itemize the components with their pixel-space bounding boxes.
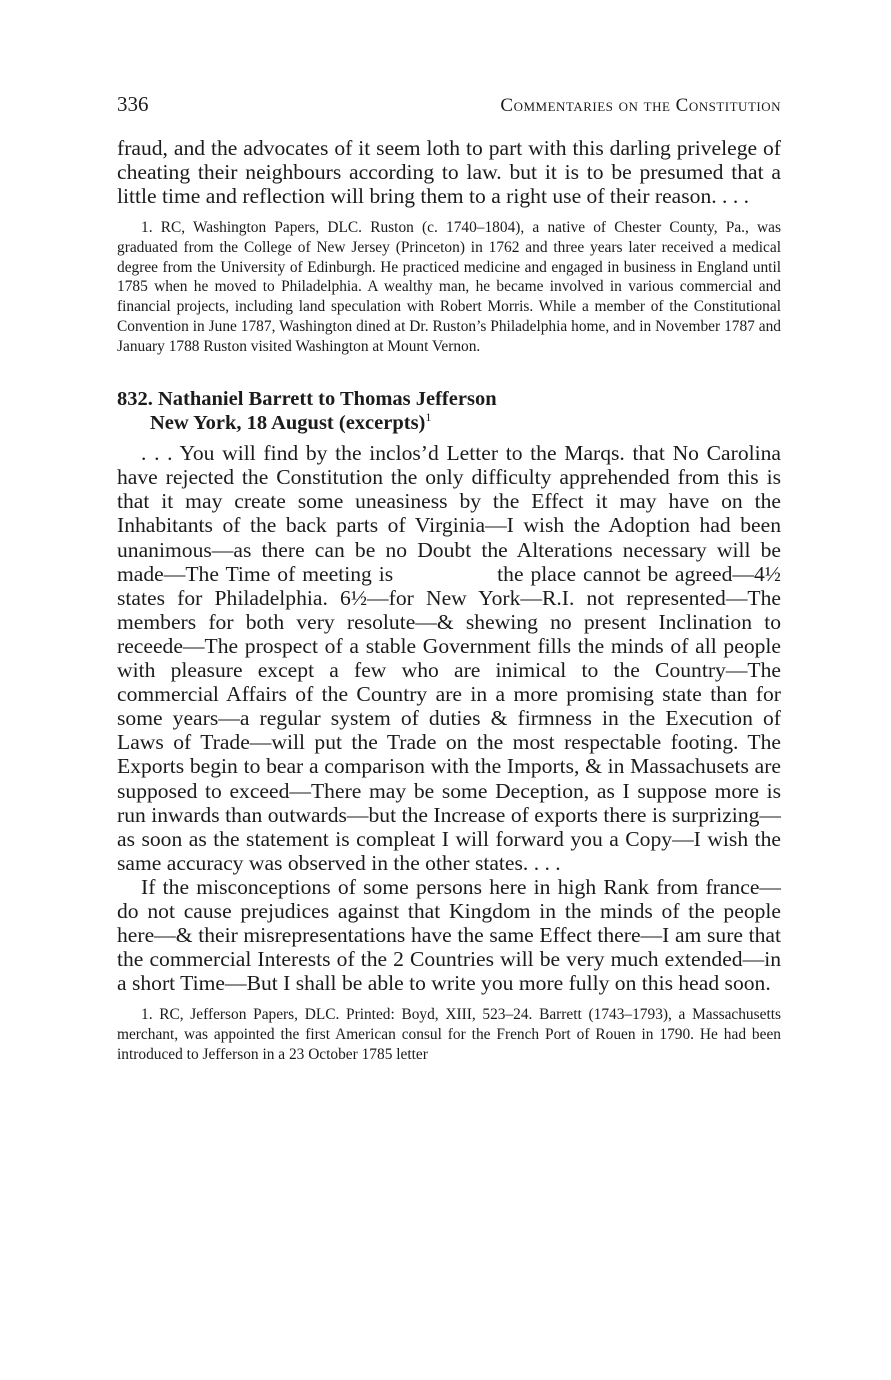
letter-paragraph-1-part-b: the place cannot be agreed—4½ states for Philadelphia. 6½—for New York—R.I. not represented—The members for both very resolute—& shewing no present Inclination to receede—The prospect of a stable Government fills the minds of all people with pleasure except a few who are inimical to the Country—The commercial Affairs of the Country are in a more promising state than for some years—a regular system of duties & firmness in the Execution of Laws of Trade—will put the Trade on the most respectable footing. The Exports begin to bear a comparison with the Imports, & in Massachusets are supposed to exceed—There may be some Deception, as I suppose more is run inwards than outwards—but the Increase of exports there is surprizing—as soon as the statement is compleat I will forward you a Copy—I wish the same accuracy was observed in the other states. . . . <box>117 561 782 875</box>
document-heading-dateline <box>117 411 781 435</box>
running-head-title: Commentaries on the Constitution <box>500 95 781 116</box>
footnote-marker: 1 <box>425 410 432 425</box>
footnote-barrett: 1. RC, Jefferson Papers, DLC. Printed: Boyd, XIII, 523–24. Barrett (1743–1793), a Massachusetts merchant, was appointed the first American consul for the French Port of Rouen in 1790. He had been introduced to Jefferson in a 23 October 1785 letter <box>117 1006 781 1063</box>
letter-paragraph-1 <box>117 441 781 875</box>
letter-paragraph-1-part-a: . . . You will find by the inclos’d Letter to the Marqs. that No Carolina have rejected the Constitution the only difficulty apprehended from this is that it may create some uneasiness by the Effect it may have on the Inhabitants of the back parts of Virginia—I wish the Adoption had been unanimous—as there can be no Doubt the Alterations necessary will be made—The Time of meeting is <box>117 441 781 586</box>
document-heading-place-date: New York, 18 August (excerpts) <box>150 412 426 435</box>
page-content <box>117 92 781 1064</box>
document-heading <box>117 387 781 435</box>
continuation-paragraph: fraud, and the advocates of it seem loth to part with this darling privelege of cheating their neighbours according to law. but it is to be presumed that a little time and reflection will bring them to a right use of their reason. . . . <box>117 136 781 209</box>
footnote-ruston: 1. RC, Washington Papers, DLC. Ruston (c. 1740–1804), a native of Chester County, Pa., was graduated from the College of New Jersey (Princeton) in 1762 and three years later received a medical degree from the University of Edinburgh. He practiced medicine and engaged in business in England until 1785 when he moved to Philadelphia. A wealthy man, he became involved in various commercial and financial projects, including land speculation with Robert Morris. While a member of the Constitutional Convention in June 1787, Washington dined at Dr. Ruston’s Philadelphia home, and in November 1787 and January 1788 Ruston visited Washington at Mount Vernon. <box>117 219 781 355</box>
document-heading-title: 832. Nathaniel Barrett to Thomas Jefferson <box>117 388 497 411</box>
letter-paragraph-2: If the misconceptions of some persons here in high Rank from france—do not cause prejudices against that Kingdom in the minds of the people here—& their misrepresentations have the same Effect there—I am sure that the commercial Interests of the 2 Countries will be very much extended—in a short Time—But I shall be able to write you more fully on this head soon. <box>117 874 781 996</box>
page-number: 336 <box>117 92 149 116</box>
running-head <box>117 92 781 132</box>
